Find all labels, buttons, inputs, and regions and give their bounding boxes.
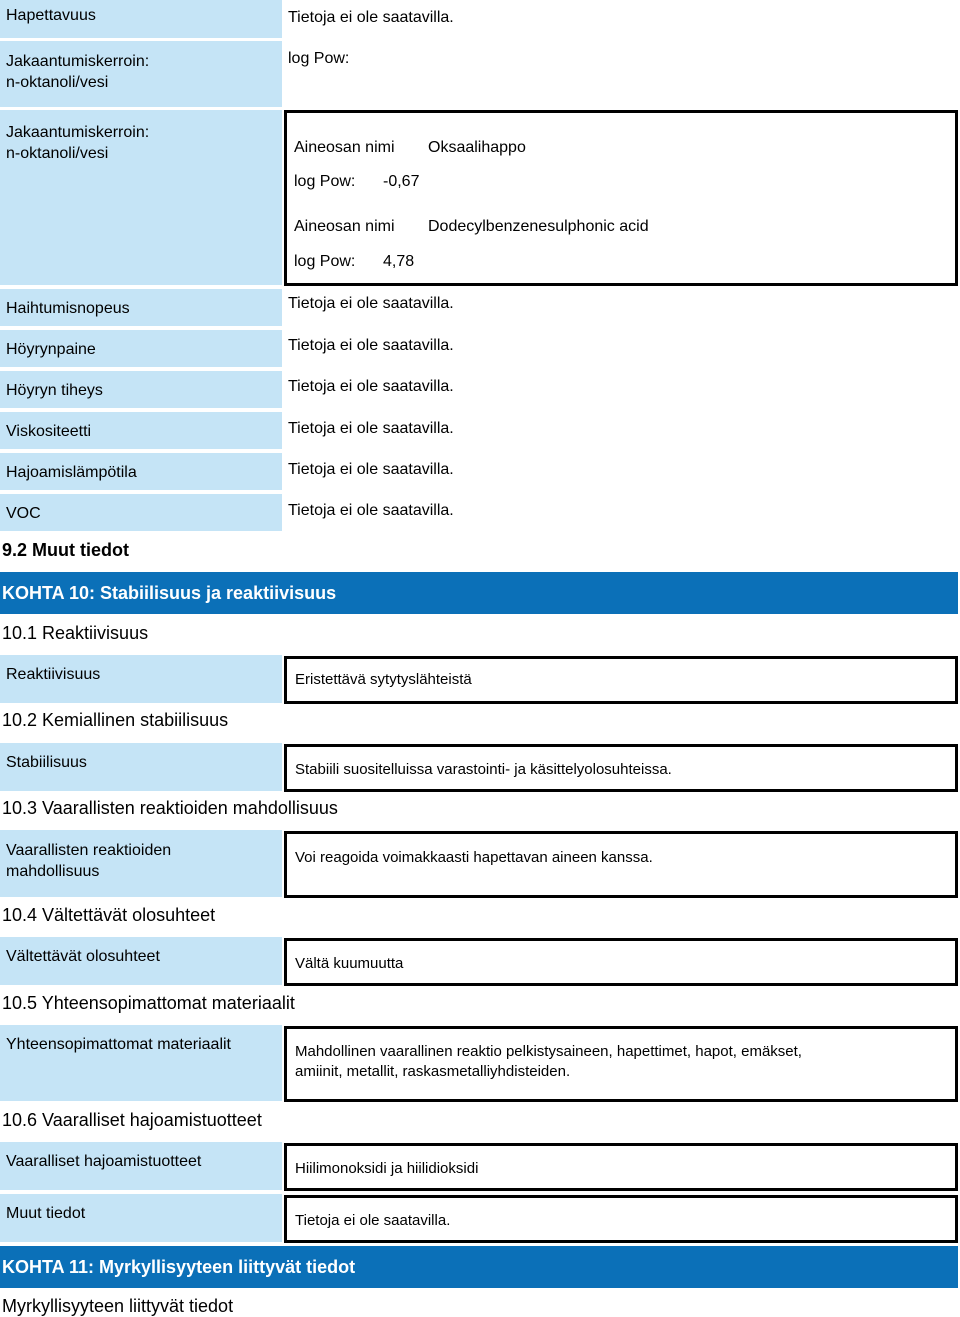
property-label: Haihtumisnopeus	[0, 289, 282, 326]
subsection-heading: 10.4 Vältettävät olosuhteet	[2, 905, 216, 925]
property-value-box: Vältä kuumuutta	[284, 938, 958, 986]
logpow-label: log Pow:	[294, 253, 356, 270]
property-value: Tietoja ei ole saatavilla.	[288, 378, 454, 395]
property-value: Tietoja ei ole saatavilla.	[288, 9, 454, 26]
property-value: Tietoja ei ole saatavilla.	[288, 420, 454, 437]
property-label: Hapettavuus	[0, 0, 282, 38]
property-label: Höyrynpaine	[0, 330, 282, 367]
subsection-heading: 9.2 Muut tiedot	[2, 540, 129, 560]
property-value: Tietoja ei ole saatavilla.	[288, 461, 454, 478]
property-value: Tietoja ei ole saatavilla.	[288, 337, 454, 354]
property-label: Muut tiedot	[0, 1194, 282, 1242]
property-value-box: Stabiili suositelluissa varastointi- ja käsittelyolosuhteissa.	[284, 744, 958, 792]
property-label: Jakaantumiskerroin: n-oktanoli/vesi	[0, 110, 282, 285]
property-value: log Pow:	[288, 50, 350, 67]
subsection-heading: Myrkyllisyyteen liittyvät tiedot	[2, 1296, 234, 1316]
logpow-label: log Pow:	[294, 173, 356, 190]
subsection-heading: 10.2 Kemiallinen stabiilisuus	[2, 710, 229, 730]
ingredient-name: Dodecylbenzenesulphonic acid	[428, 218, 649, 235]
subsection-heading: 10.3 Vaarallisten reaktioiden mahdollisuus	[2, 798, 338, 818]
subsection-heading: 10.1 Reaktiivisuus	[2, 623, 149, 643]
property-value-box: Eristettävä sytytyslähteistä	[284, 656, 958, 704]
property-value: Tietoja ei ole saatavilla.	[288, 295, 454, 312]
property-label: VOC	[0, 494, 282, 531]
property-label: Vaaralliset hajoamistuotteet	[0, 1142, 282, 1190]
ingredient-name-label: Aineosan nimi	[294, 218, 395, 235]
property-label: Yhteensopimattomat materiaalit	[0, 1025, 282, 1101]
section-title: KOHTA 10: Stabiilisuus ja reaktiivisuus	[0, 572, 958, 614]
subsection-heading: 10.6 Vaaralliset hajoamistuotteet	[2, 1110, 262, 1130]
property-label: Vältettävät olosuhteet	[0, 937, 282, 985]
section-title: KOHTA 11: Myrkyllisyyteen liittyvät tiedot	[0, 1246, 958, 1288]
logpow-value: -0,67	[383, 173, 420, 190]
property-label: Reaktiivisuus	[0, 655, 282, 703]
property-label: Viskositeetti	[0, 412, 282, 449]
property-label: Vaarallisten reaktioiden mahdollisuus	[0, 830, 282, 897]
subsection-heading: 10.5 Yhteensopimattomat materiaalit	[2, 993, 295, 1013]
property-value-box: Voi reagoida voimakkaasti hapettavan aineen kanssa.	[284, 831, 958, 898]
property-value-box: Mahdollinen vaarallinen reaktio pelkistysaineen, hapettimet, hapot, emäkset, amiinit, metallit, raskasmetalliyhdisteiden.	[284, 1026, 958, 1102]
logpow-value: 4,78	[383, 253, 415, 270]
property-value-box: Tietoja ei ole saatavilla.	[284, 1195, 958, 1243]
ingredient-name: Oksaalihappo	[428, 139, 526, 156]
property-value-box: Hiilimonoksidi ja hiilidioksidi	[284, 1143, 958, 1191]
property-label: Hajoamislämpötila	[0, 453, 282, 490]
property-label: Höyryn tiheys	[0, 371, 282, 408]
property-value: Tietoja ei ole saatavilla.	[288, 502, 454, 519]
property-label: Jakaantumiskerroin: n-oktanoli/vesi	[0, 41, 282, 107]
ingredient-name-label: Aineosan nimi	[294, 139, 395, 156]
property-label: Stabiilisuus	[0, 743, 282, 791]
